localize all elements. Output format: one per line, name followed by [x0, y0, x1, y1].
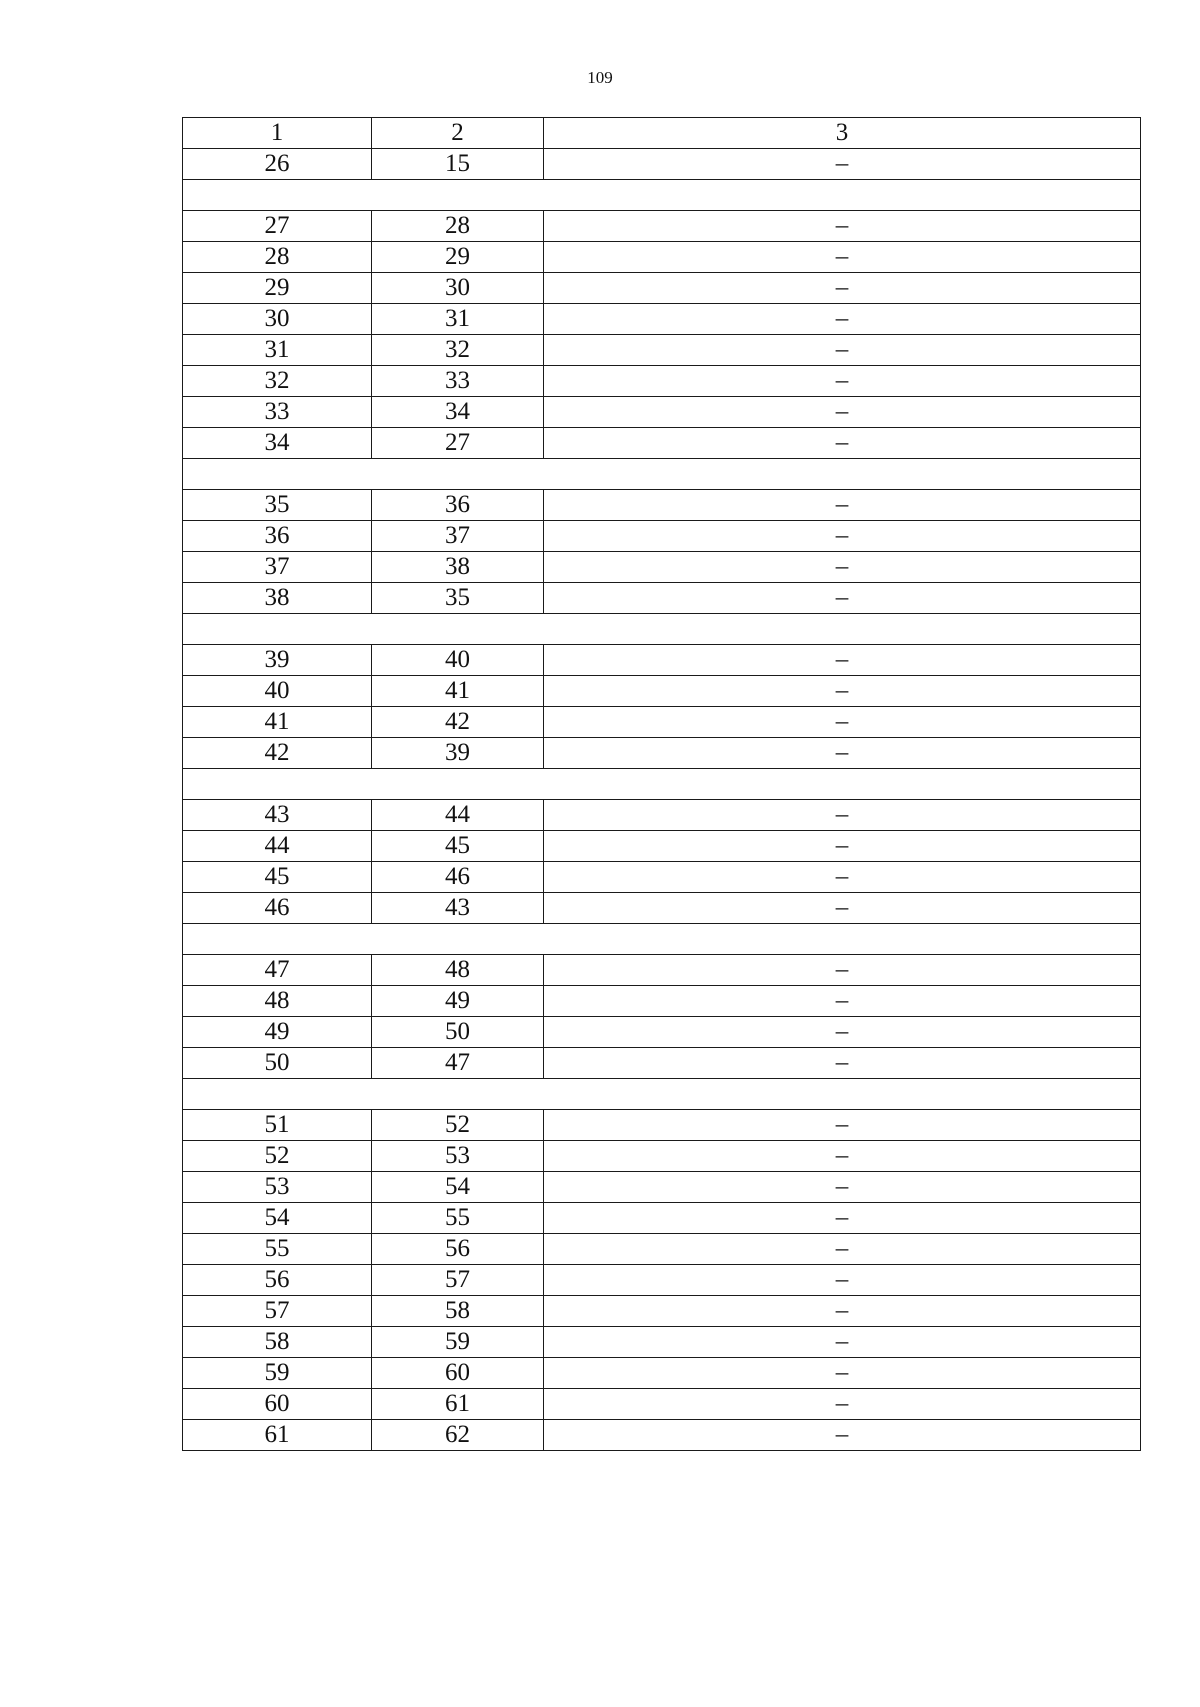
- table-cell-col1: 35: [183, 490, 372, 521]
- table-cell-col3: –: [544, 955, 1141, 986]
- table-cell-col2: 56: [372, 1234, 544, 1265]
- table-cell-col2: 32: [372, 335, 544, 366]
- table-cell-col3: –: [544, 583, 1141, 614]
- table-cell-col1: 44: [183, 831, 372, 862]
- table-cell-col1: 33: [183, 397, 372, 428]
- separator-cell: [183, 614, 1141, 645]
- table-cell-col2: 58: [372, 1296, 544, 1327]
- table-cell-col2: 53: [372, 1141, 544, 1172]
- table-cell-col1: 43: [183, 800, 372, 831]
- table-cell-col2: 45: [372, 831, 544, 862]
- table-cell-col1: 50: [183, 1048, 372, 1079]
- table-cell-col1: 53: [183, 1172, 372, 1203]
- table-row: [183, 676, 1141, 707]
- table-cell-col3: –: [544, 521, 1141, 552]
- table-cell-col2: 62: [372, 1420, 544, 1451]
- table-cell-col3: –: [544, 335, 1141, 366]
- table-cell-col2: 54: [372, 1172, 544, 1203]
- table-cell-col3: –: [544, 149, 1141, 180]
- table-cell-col1: 55: [183, 1234, 372, 1265]
- table-cell-col3: –: [544, 1110, 1141, 1141]
- table-row: [183, 1265, 1141, 1296]
- table-cell-col2: 55: [372, 1203, 544, 1234]
- table-cell-col1: 28: [183, 242, 372, 273]
- table-cell-col1: 61: [183, 1420, 372, 1451]
- table-cell-col1: 47: [183, 955, 372, 986]
- table-cell-col2: 48: [372, 955, 544, 986]
- table-cell-col3: –: [544, 273, 1141, 304]
- separator-cell: [183, 769, 1141, 800]
- table-cell-col2: 15: [372, 149, 544, 180]
- table-cell-col3: –: [544, 862, 1141, 893]
- table-cell-col2: 31: [372, 304, 544, 335]
- table-cell-col3: –: [544, 1296, 1141, 1327]
- table-cell-col3: –: [544, 800, 1141, 831]
- table-separator-row: [183, 769, 1141, 800]
- table-row: [183, 1296, 1141, 1327]
- table-row: [183, 1141, 1141, 1172]
- table-cell-col3: –: [544, 1389, 1141, 1420]
- table-row: [183, 1048, 1141, 1079]
- table-cell-col3: –: [544, 1327, 1141, 1358]
- table-cell-col2: 37: [372, 521, 544, 552]
- table-cell-col2: 59: [372, 1327, 544, 1358]
- table-cell-col3: –: [544, 1234, 1141, 1265]
- table-row: [183, 1358, 1141, 1389]
- table-cell-col2: 39: [372, 738, 544, 769]
- table-cell-col2: 60: [372, 1358, 544, 1389]
- table-cell-col2: 36: [372, 490, 544, 521]
- table-cell-col2: 52: [372, 1110, 544, 1141]
- table-row: [183, 335, 1141, 366]
- table-separator-row: [183, 459, 1141, 490]
- table-row: [183, 1110, 1141, 1141]
- table-cell-col1: 27: [183, 211, 372, 242]
- table-cell-col1: 31: [183, 335, 372, 366]
- table-row: [183, 552, 1141, 583]
- table-row: [183, 893, 1141, 924]
- table-cell-col3: –: [544, 211, 1141, 242]
- table-row: [183, 1234, 1141, 1265]
- table-row: [183, 273, 1141, 304]
- table-row: [183, 707, 1141, 738]
- table-cell-col3: –: [544, 1203, 1141, 1234]
- header-cell-3: 3: [544, 118, 1141, 149]
- table-cell-col1: 29: [183, 273, 372, 304]
- table-cell-col2: 50: [372, 1017, 544, 1048]
- table-row: [183, 521, 1141, 552]
- table-cell-col3: –: [544, 645, 1141, 676]
- table-cell-col2: 35: [372, 583, 544, 614]
- table-row: [183, 1203, 1141, 1234]
- table-cell-col1: 36: [183, 521, 372, 552]
- table-cell-col1: 54: [183, 1203, 372, 1234]
- table-cell-col1: 40: [183, 676, 372, 707]
- table-cell-col1: 60: [183, 1389, 372, 1420]
- table-cell-col1: 52: [183, 1141, 372, 1172]
- table-cell-col3: –: [544, 1265, 1141, 1296]
- table-row: [183, 211, 1141, 242]
- table-row: [183, 986, 1141, 1017]
- table-cell-col1: 30: [183, 304, 372, 335]
- table-cell-col3: –: [544, 738, 1141, 769]
- table-cell-col3: –: [544, 428, 1141, 459]
- table-cell-col2: 29: [372, 242, 544, 273]
- table-cell-col3: –: [544, 1172, 1141, 1203]
- table-row: [183, 1389, 1141, 1420]
- table-cell-col1: 51: [183, 1110, 372, 1141]
- table-cell-col3: –: [544, 1141, 1141, 1172]
- table-cell-col3: –: [544, 366, 1141, 397]
- table-cell-col1: 34: [183, 428, 372, 459]
- table-row: [183, 1420, 1141, 1451]
- separator-cell: [183, 459, 1141, 490]
- table-cell-col2: 44: [372, 800, 544, 831]
- table-cell-col2: 41: [372, 676, 544, 707]
- table-cell-col1: 39: [183, 645, 372, 676]
- separator-cell: [183, 180, 1141, 211]
- table-row: [183, 149, 1141, 180]
- table-cell-col1: 59: [183, 1358, 372, 1389]
- table-row: [183, 242, 1141, 273]
- page-number: 109: [587, 68, 613, 87]
- table-cell-col2: 30: [372, 273, 544, 304]
- table-cell-col3: –: [544, 490, 1141, 521]
- table-cell-col1: 45: [183, 862, 372, 893]
- table-cell-col2: 40: [372, 645, 544, 676]
- table-cell-col1: 49: [183, 1017, 372, 1048]
- table-cell-col1: 37: [183, 552, 372, 583]
- table-cell-col3: –: [544, 242, 1141, 273]
- table-cell-col2: 49: [372, 986, 544, 1017]
- table-cell-col1: 26: [183, 149, 372, 180]
- table-cell-col1: 56: [183, 1265, 372, 1296]
- table-cell-col3: –: [544, 304, 1141, 335]
- table-cell-col3: –: [544, 893, 1141, 924]
- table-cell-col1: 48: [183, 986, 372, 1017]
- table-cell-col2: 43: [372, 893, 544, 924]
- table-cell-col1: 41: [183, 707, 372, 738]
- table-row: [183, 428, 1141, 459]
- table-row: [183, 583, 1141, 614]
- table-row: [183, 490, 1141, 521]
- table-body: [183, 118, 1141, 1451]
- table-cell-col2: 28: [372, 211, 544, 242]
- table-separator-row: [183, 180, 1141, 211]
- table-row: [183, 1017, 1141, 1048]
- table-row: [183, 645, 1141, 676]
- table-separator-row: [183, 1079, 1141, 1110]
- table-row: [183, 738, 1141, 769]
- table-cell-col3: –: [544, 707, 1141, 738]
- table-header-row: [183, 118, 1141, 149]
- header-cell-2: 2: [372, 118, 544, 149]
- table-cell-col3: –: [544, 397, 1141, 428]
- table-cell-col2: 34: [372, 397, 544, 428]
- table-cell-col1: 58: [183, 1327, 372, 1358]
- table-cell-col2: 33: [372, 366, 544, 397]
- table-cell-col2: 42: [372, 707, 544, 738]
- table-cell-col3: –: [544, 1420, 1141, 1451]
- table-row: [183, 304, 1141, 335]
- table-cell-col3: –: [544, 831, 1141, 862]
- table-cell-col3: –: [544, 552, 1141, 583]
- table-row: [183, 1327, 1141, 1358]
- table-cell-col3: –: [544, 1048, 1141, 1079]
- table-row: [183, 1172, 1141, 1203]
- table-cell-col1: 38: [183, 583, 372, 614]
- table-cell-col2: 47: [372, 1048, 544, 1079]
- table-cell-col3: –: [544, 986, 1141, 1017]
- table-separator-row: [183, 614, 1141, 645]
- header-cell-1: 1: [183, 118, 372, 149]
- table-cell-col2: 46: [372, 862, 544, 893]
- table-cell-col2: 27: [372, 428, 544, 459]
- table-row: [183, 955, 1141, 986]
- table-separator-row: [183, 924, 1141, 955]
- table-cell-col2: 57: [372, 1265, 544, 1296]
- table-row: [183, 831, 1141, 862]
- separator-cell: [183, 1079, 1141, 1110]
- separator-cell: [183, 924, 1141, 955]
- table-row: [183, 800, 1141, 831]
- table-cell-col1: 46: [183, 893, 372, 924]
- table-row: [183, 862, 1141, 893]
- table-cell-col1: 42: [183, 738, 372, 769]
- table-cell-col1: 57: [183, 1296, 372, 1327]
- table-cell-col3: –: [544, 1358, 1141, 1389]
- table-cell-col1: 32: [183, 366, 372, 397]
- table-cell-col3: –: [544, 676, 1141, 707]
- table-row: [183, 366, 1141, 397]
- data-table: [182, 117, 1141, 1451]
- table-cell-col2: 61: [372, 1389, 544, 1420]
- table-cell-col2: 38: [372, 552, 544, 583]
- table-cell-col3: –: [544, 1017, 1141, 1048]
- table-row: [183, 397, 1141, 428]
